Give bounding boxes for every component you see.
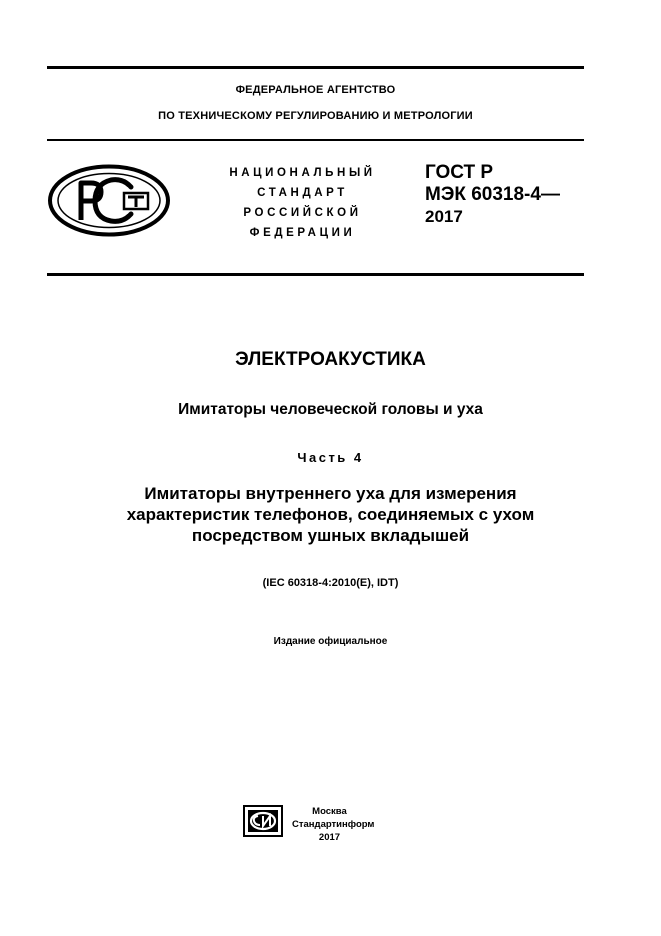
standard-type-line-1: НАЦИОНАЛЬНЫЙ	[229, 167, 376, 179]
document-subtitle: Имитаторы человеческой головы и уха	[178, 401, 483, 418]
publisher-info	[292, 805, 375, 844]
edition-note: Издание официальное	[273, 636, 388, 647]
agency-line-2: ПО ТЕХНИЧЕСКОМУ РЕГУЛИРОВАНИЮ И МЕТРОЛОГИИ	[158, 110, 473, 122]
part-title	[40, 483, 621, 546]
standard-type-line-2: СТАНДАРТ	[257, 187, 348, 199]
part-title-line-3: посредством ушных вкладышей	[191, 526, 470, 545]
standartinform-logo-icon	[243, 805, 283, 837]
designation-line-3: 2017	[425, 207, 463, 226]
standard-type-line-3: РОССИЙСКОЙ	[243, 207, 362, 219]
agency-line-1: ФЕДЕРАЛЬНОЕ АГЕНТСТВО	[235, 84, 396, 96]
publisher-city: Москва	[312, 806, 347, 817]
standard-type-line-4: ФЕДЕРАЦИИ	[249, 227, 356, 239]
part-title-line-2: характеристик телефонов, соединяемых с ухом	[126, 505, 535, 524]
top-rule	[47, 66, 584, 69]
header-rule	[47, 273, 584, 276]
rst-emblem-icon	[47, 163, 171, 238]
publisher-name: Стандартинформ	[292, 819, 375, 830]
agency-rule	[47, 139, 584, 141]
designation-line-1: ГОСТ Р	[425, 162, 494, 183]
document-title: ЭЛЕКТРОАКУСТИКА	[235, 349, 426, 370]
part-label: Часть 4	[297, 450, 364, 465]
rst-emblem	[47, 163, 171, 238]
standartinform-logo	[243, 805, 283, 837]
designation-line-2: МЭК 60318-4—	[425, 184, 560, 205]
iec-reference: (IEC 60318-4:2010(E), IDT)	[262, 577, 399, 589]
publisher-year: 2017	[318, 832, 341, 843]
part-title-line-1: Имитаторы внутреннего уха для измерения	[144, 484, 517, 503]
